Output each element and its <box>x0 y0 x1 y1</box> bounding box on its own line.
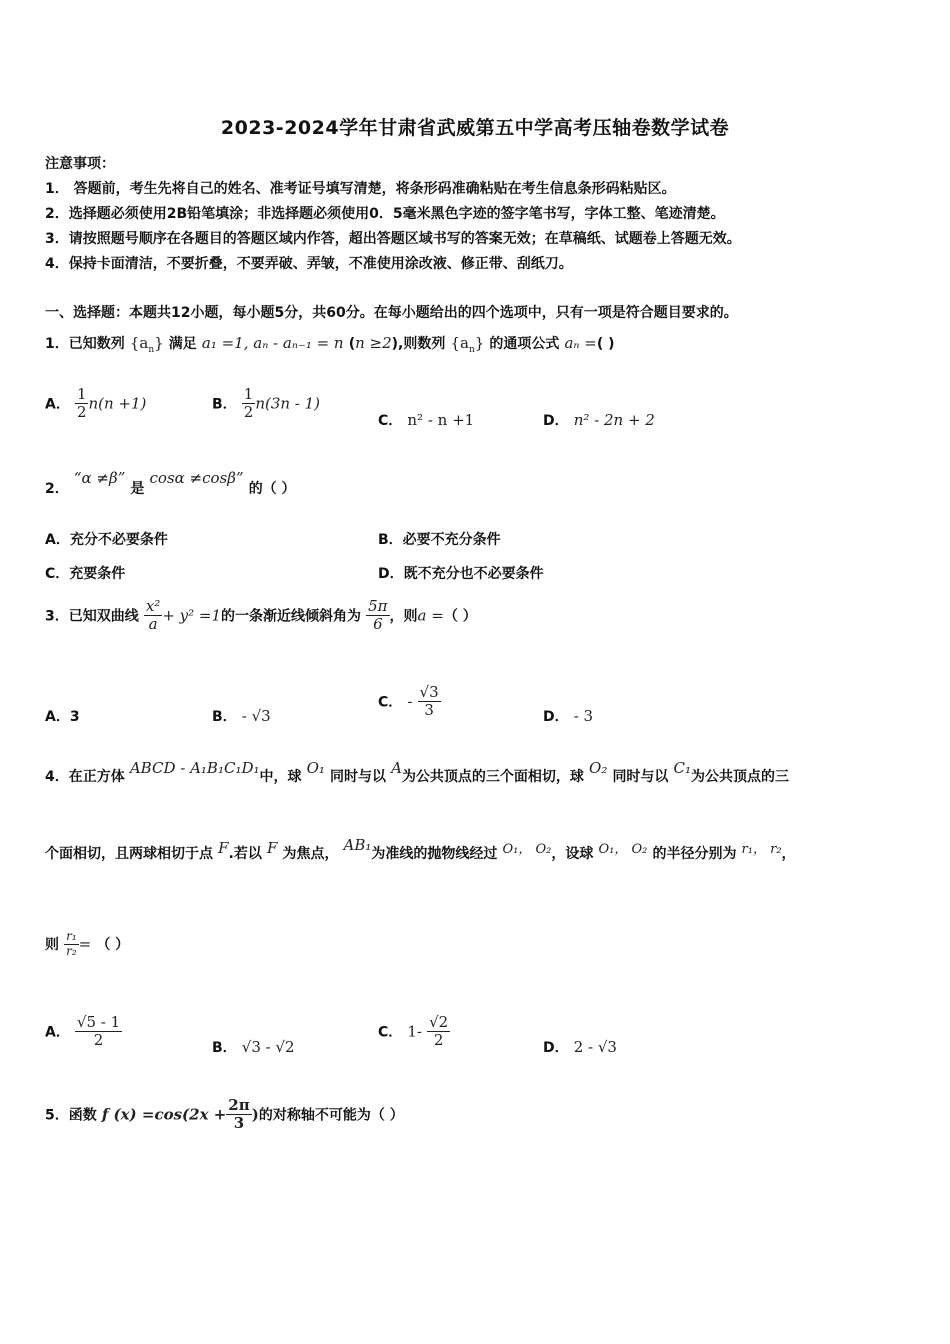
q4-point-a: A <box>391 759 402 777</box>
q3-option-c-label: C． <box>378 694 403 711</box>
question-5 <box>45 1097 404 1133</box>
q4-ratio-eq: = <box>78 934 92 953</box>
q4-option-a-frac: $\frac{√5 - 1}{2}$ <box>76 1013 121 1050</box>
q3-option-d-label: D． <box>543 709 569 725</box>
q1-paren-open: ( <box>348 336 356 352</box>
q3-option-a[interactable]: A．3 <box>45 709 80 725</box>
q1-option-c-label: C． <box>378 413 403 429</box>
page-title: 2023-2024学年甘肃省武威第五中学高考压轴卷数学试卷 <box>220 117 730 139</box>
notice-item-2: 2．选择题必须使用2B铅笔填涂；非选择题必须使用0．5毫米黑色字迹的签字笔书写，字体工整、笔迹清楚。 <box>45 206 725 222</box>
q5-function: f (x) =cos(2x + <box>101 1105 227 1124</box>
q1-seq: $\{a_n\}$ <box>129 334 164 355</box>
notice-item-1: 1． 答题前，考生先将自己的姓名、准考证号填写清楚，将条形码准确粘贴在考生信息条形码粘贴区。 <box>45 181 676 197</box>
q4-text-6: 为公共顶点的三 <box>691 769 790 785</box>
q4-option-c-frac: $\frac{√2}{2}$ <box>429 1013 449 1050</box>
q2-option-a[interactable]: A．充分不必要条件 <box>45 532 168 548</box>
q1-option-a-label: A． <box>45 396 70 413</box>
q1-range: n ≥2 <box>355 334 392 352</box>
q2-number: 2． <box>45 481 69 497</box>
q3-hyperbola-eq: + y² =1 <box>162 606 222 625</box>
question-4-line-1 <box>45 759 790 786</box>
q4-o1-o2: O₁， O₂ <box>502 842 552 857</box>
q1-option-b-label: B． <box>212 396 237 413</box>
q4-option-b-label: B． <box>212 1040 237 1056</box>
q1-option-b[interactable] <box>212 386 320 422</box>
q3-option-d-value: - 3 <box>573 707 594 725</box>
question-1 <box>45 333 615 355</box>
q4-answer-paren: （ ） <box>96 936 130 953</box>
q4-option-c-label: C． <box>378 1024 403 1041</box>
q3-option-c[interactable] <box>378 684 441 720</box>
q4-option-d-value: 2 - √3 <box>573 1038 617 1056</box>
q2-option-c[interactable]: C．充要条件 <box>45 566 126 582</box>
q2-option-b[interactable]: B．必要不充分条件 <box>378 532 501 548</box>
q5-text-1: 5．函数 <box>45 1107 97 1124</box>
q4-ratio-frac: $\frac{\text{r₁}}{\text{r₂}}$ <box>66 929 77 958</box>
q1-an: aₙ = <box>564 334 597 352</box>
q3-angle-frac: $\frac{5\pi}{6}$ <box>368 597 388 634</box>
q4-ab1: AB₁ <box>343 836 372 854</box>
q1-option-c[interactable] <box>378 410 474 430</box>
q4-option-d[interactable] <box>543 1037 617 1057</box>
q4-text-5: 同时与以 <box>612 769 669 785</box>
q4-o2: O₂ <box>589 759 608 777</box>
q1-option-b-frac: $\frac{1}{2}$ <box>243 385 254 422</box>
q4-text-12: 的半径分别为 <box>652 846 737 862</box>
q4-text-1: 4．在正方体 <box>45 769 125 785</box>
q1-text-5: 的通项公式 <box>489 336 560 352</box>
q5-frac: $\frac{2\pi}{3}$ <box>228 1096 250 1133</box>
question-4-line-2 <box>45 836 796 863</box>
question-2 <box>45 469 296 498</box>
question-3 <box>45 598 477 634</box>
q2-text-mid: 是 <box>130 481 145 497</box>
q1-option-d[interactable] <box>543 410 655 430</box>
q4-text-7: 个面相切，且两球相切于点 <box>45 846 213 862</box>
q3-hyperbola-frac: $\frac{\text{x²}}{a}$ <box>145 597 161 634</box>
q3-option-b-value: - √3 <box>241 707 271 725</box>
q4-text-4: 为公共顶点的三个面相切，球 <box>401 769 584 785</box>
q4-option-a-label: A． <box>45 1024 70 1041</box>
q4-o1-o2-b: O₁， O₂ <box>598 842 648 857</box>
q3-text-2: 的一条渐近线倾斜角为 <box>221 608 362 625</box>
q4-point-f: F <box>218 839 229 857</box>
q1-option-c-value: n² - n +1 <box>407 411 475 429</box>
q2-expr-1: “α ≠β” <box>73 469 126 487</box>
q4-option-a[interactable] <box>45 1014 122 1050</box>
q5-text-2: 的对称轴不可能为（ ） <box>258 1107 404 1124</box>
q4-text-9: 为焦点， <box>282 846 339 862</box>
q1-text-4: ),则数列 <box>391 336 446 352</box>
q4-point-f-2: F <box>266 839 278 857</box>
q4-text-14: 则 <box>45 936 59 953</box>
q4-option-c[interactable] <box>378 1014 450 1050</box>
q1-condition: a₁ =1, aₙ - aₙ₋₁ = n <box>201 334 344 352</box>
q4-c1: C₁ <box>673 759 692 777</box>
notice-item-4: 4．保持卡面清洁，不要折叠，不要弄破、弄皱，不准使用涂改液、修正带、刮纸刀。 <box>45 256 573 272</box>
q3-text-3: ，则 <box>389 608 418 625</box>
q4-text-2: 中，球 <box>259 769 302 785</box>
q1-answer-paren: ( ) <box>596 336 615 352</box>
q4-text-13: ， <box>781 846 796 862</box>
q3-option-c-minus: - <box>407 692 413 711</box>
q4-option-b[interactable] <box>212 1037 295 1057</box>
q1-option-d-value: n² - 2n + 2 <box>573 411 655 429</box>
q4-text-3: 同时与以 <box>330 769 386 785</box>
q1-option-a[interactable] <box>45 386 146 422</box>
q4-option-d-label: D． <box>543 1040 569 1056</box>
q3-option-c-frac: $\frac{√3}{3}$ <box>419 683 439 720</box>
section-heading: 一、选择题：本题共12小题，每小题5分，共60分。在每小题给出的四个选项中，只有一项是符合题目要求的。 <box>45 305 738 321</box>
q1-text-1: 1．已知数列 <box>45 336 125 352</box>
q4-o1: O₁ <box>306 759 325 777</box>
q2-expr-2: cosα ≠cosβ” <box>149 469 244 487</box>
q4-text-11: ，设球 <box>551 846 594 862</box>
notice-item-3: 3．请按照题号顺序在各题目的答题区域内作答，超出答题区域书写的答案无效；在草稿纸、试题卷上答题无效。 <box>45 231 741 247</box>
q1-option-b-tail: n(3n - 1) <box>255 394 321 413</box>
notice-heading: 注意事项： <box>45 156 115 172</box>
q3-option-d[interactable] <box>543 706 593 726</box>
q3-option-b[interactable] <box>212 706 271 726</box>
q1-option-a-frac: $\frac{1}{2}$ <box>76 385 87 422</box>
q3-option-b-label: B． <box>212 709 237 725</box>
q4-text-10: 为准线的抛物线经过 <box>371 846 498 862</box>
q4-cube: ABCD - A₁B₁C₁D₁ <box>129 759 260 777</box>
q4-r1-r2: r₁， r₂ <box>741 842 782 857</box>
q4-option-b-value: √3 - √2 <box>241 1038 295 1056</box>
q2-option-d[interactable]: D．既不充分也不必要条件 <box>378 566 544 582</box>
q3-text-1: 3．已知双曲线 <box>45 608 139 625</box>
q1-option-a-tail: n(n +1) <box>88 394 147 413</box>
q4-text-8: .若以 <box>228 846 262 862</box>
q3-answer-paren: （ ） <box>443 608 477 625</box>
q3-a-eq: a = <box>417 606 444 625</box>
q1-text-2: 满足 <box>168 336 197 352</box>
q1-option-d-label: D． <box>543 413 569 429</box>
question-4-line-3 <box>45 930 129 959</box>
q5-close-paren: ) <box>251 1105 259 1124</box>
q1-seq-2: $\{a_n\}$ <box>450 334 485 355</box>
q4-option-c-prefix: 1- <box>407 1022 422 1041</box>
q2-text-tail: 的（ ） <box>248 481 296 497</box>
